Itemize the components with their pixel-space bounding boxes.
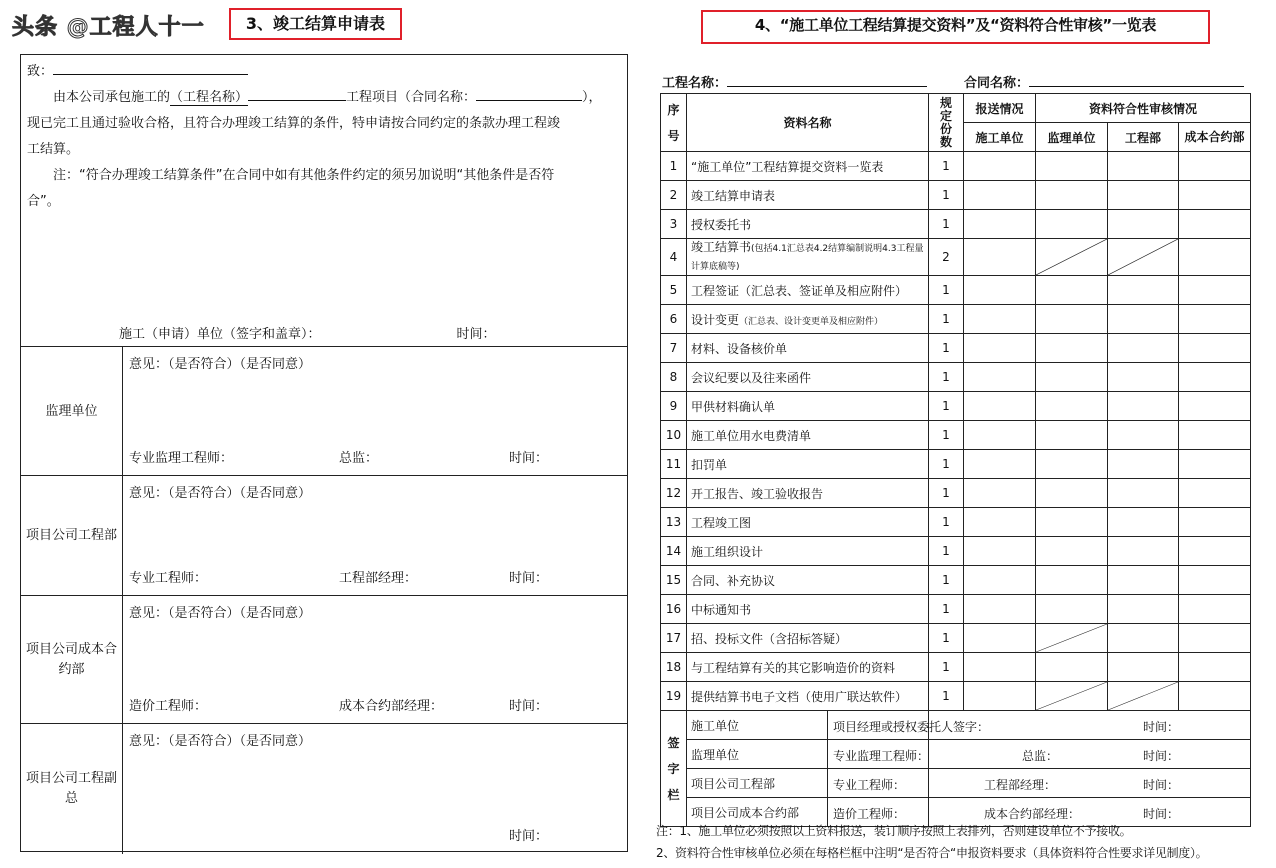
cell-review[interactable]	[1179, 239, 1251, 276]
item-name: 与工程结算有关的其它影响造价的资料	[691, 660, 896, 675]
note-2: 2、资料符合性审核单位必须在每格栏框中注明“是否符合“申报资料要求（具体资料符合性要求详见制度）。	[656, 846, 1208, 860]
signer-1[interactable]: 专业监理工程师：	[129, 451, 234, 466]
item-name: 会议纪要以及往来函件	[691, 370, 812, 385]
cell-contractor[interactable]	[964, 392, 1036, 421]
cell-contractor[interactable]	[964, 537, 1036, 566]
row-seq: 5	[661, 276, 687, 305]
row-seq: 8	[661, 363, 687, 392]
header-seq: 序号	[661, 94, 687, 152]
cell-review[interactable]	[1108, 239, 1179, 276]
table-row	[661, 566, 1251, 595]
sign-time: 时间：	[1143, 807, 1180, 821]
row-seq: 18	[661, 653, 687, 682]
row-name	[687, 682, 929, 711]
table-row	[661, 392, 1251, 421]
applicant-label: 施工（申请）单位（签字和盖章）：	[119, 327, 321, 342]
cell-review[interactable]	[1108, 566, 1179, 595]
cell-review[interactable]	[1036, 682, 1108, 711]
row-name	[687, 152, 929, 181]
row-name	[687, 305, 929, 334]
time-label: 时间：	[456, 327, 496, 342]
diagonal-strike	[1036, 682, 1107, 710]
header-supervisor: 监理单位	[1036, 123, 1108, 152]
sign-field[interactable]	[833, 711, 1251, 740]
row-seq: 9	[661, 392, 687, 421]
signer-2[interactable]: 工程部经理：	[339, 571, 418, 586]
row-count: 1	[929, 450, 964, 479]
item-name: “施工单位”工程结算提交资料一览表	[691, 159, 884, 174]
sign-section-label: 签字栏	[661, 711, 687, 827]
cell-review[interactable]	[1108, 152, 1179, 181]
cell-review[interactable]	[1108, 210, 1179, 239]
item-name: 开工报告、竣工验收报告	[691, 486, 824, 501]
row-seq: 19	[661, 682, 687, 711]
cell-review[interactable]	[1179, 392, 1251, 421]
row-count: 1	[929, 210, 964, 239]
signer-label-2: 工程部经理：	[984, 778, 1057, 792]
signer-label: 专业监理工程师：	[833, 749, 930, 763]
contract-name-field[interactable]	[964, 72, 1244, 91]
table-row	[661, 276, 1251, 305]
signer-label: 项目经理或授权委托人签字：	[833, 720, 990, 734]
sign-field[interactable]	[833, 740, 1251, 769]
header-submit: 报送情况	[964, 94, 1036, 123]
project-name-field[interactable]	[662, 72, 927, 91]
cell-contractor[interactable]	[964, 450, 1036, 479]
row-seq: 2	[661, 181, 687, 210]
table-row	[661, 682, 1251, 711]
cell-contractor[interactable]	[964, 682, 1036, 711]
sign-row	[661, 711, 1251, 740]
item-name: 甲供材料确认单	[691, 399, 776, 414]
cell-review[interactable]	[1108, 305, 1179, 334]
table-row	[661, 363, 1251, 392]
sign-time: 时间：	[1143, 778, 1180, 792]
table-row	[661, 421, 1251, 450]
cell-review[interactable]	[1179, 210, 1251, 239]
cell-contractor[interactable]	[964, 421, 1036, 450]
row-count: 1	[929, 537, 964, 566]
review-section	[21, 475, 627, 596]
cell-contractor[interactable]	[964, 181, 1036, 210]
item-name: 招、投标文件（含招标答疑）	[691, 631, 848, 646]
row-name	[687, 653, 929, 682]
para-text: 工结算。	[27, 142, 80, 157]
table-row	[661, 152, 1251, 181]
table-row	[661, 624, 1251, 653]
row-name	[687, 537, 929, 566]
note-text: 合”。	[27, 194, 60, 209]
row-seq: 17	[661, 624, 687, 653]
row-name	[687, 595, 929, 624]
row-name	[687, 421, 929, 450]
review-section	[21, 595, 627, 724]
row-seq: 6	[661, 305, 687, 334]
cell-review[interactable]	[1108, 624, 1179, 653]
table-row	[661, 334, 1251, 363]
opinion-field[interactable]: 意见：（是否符合）（是否同意）	[129, 486, 312, 501]
cell-contractor[interactable]	[964, 363, 1036, 392]
row-name	[687, 276, 929, 305]
cell-review[interactable]	[1036, 239, 1108, 276]
cell-review[interactable]	[1179, 624, 1251, 653]
cell-review[interactable]	[1036, 181, 1108, 210]
row-seq: 15	[661, 566, 687, 595]
watermark: 头条 @工程人十一	[12, 15, 205, 40]
cell-review[interactable]	[1108, 363, 1179, 392]
row-count: 1	[929, 479, 964, 508]
item-name: 材料、设备核价单	[691, 341, 788, 356]
row-name	[687, 479, 929, 508]
signer-2[interactable]: 总监：	[339, 451, 379, 466]
project-name-field[interactable]: （工程名称）	[170, 90, 249, 105]
cell-review[interactable]	[1179, 276, 1251, 305]
review-section	[21, 346, 627, 476]
cell-contractor[interactable]	[964, 276, 1036, 305]
row-count: 1	[929, 363, 964, 392]
cell-contractor[interactable]	[964, 479, 1036, 508]
cell-review[interactable]	[1036, 276, 1108, 305]
row-count: 1	[929, 682, 964, 711]
contract-name-label: 合同名称：	[964, 76, 1030, 91]
submission-checklist-table	[660, 93, 1251, 827]
item-name: 施工组织设计	[691, 544, 764, 559]
cell-review[interactable]	[1036, 363, 1108, 392]
table-row	[661, 450, 1251, 479]
item-name: 授权委托书	[691, 217, 752, 232]
sign-unit: 监理单位	[687, 740, 929, 769]
completion-settlement-application-form	[20, 54, 628, 852]
cell-contractor[interactable]	[964, 595, 1036, 624]
row-seq: 11	[661, 450, 687, 479]
row-seq: 4	[661, 239, 687, 276]
row-name	[687, 508, 929, 537]
row-name	[687, 334, 929, 363]
contract-name-field[interactable]	[476, 86, 582, 101]
row-count: 1	[929, 566, 964, 595]
row-name	[687, 566, 929, 595]
row-seq: 14	[661, 537, 687, 566]
diagonal-strike	[1108, 682, 1178, 710]
cell-review[interactable]	[1179, 682, 1251, 711]
sign-time: 时间：	[1143, 749, 1180, 763]
table-row	[661, 595, 1251, 624]
cell-review[interactable]	[1036, 210, 1108, 239]
header-costdept: 成本合约部	[1179, 123, 1251, 152]
row-count: 1	[929, 181, 964, 210]
row-count: 2	[929, 239, 964, 276]
signer-2[interactable]: 成本合约部经理：	[339, 699, 444, 714]
cell-review[interactable]	[1179, 305, 1251, 334]
signer-1[interactable]: 造价工程师：	[129, 699, 208, 714]
signer-label-2: 总监：	[1022, 749, 1059, 763]
cell-review[interactable]	[1036, 624, 1108, 653]
para-text: ），	[582, 90, 602, 105]
item-name: 竣工结算书	[691, 240, 752, 254]
cell-contractor[interactable]	[964, 566, 1036, 595]
row-seq: 7	[661, 334, 687, 363]
table-row	[661, 508, 1251, 537]
header-review: 资料符合性审核情况	[1036, 94, 1251, 123]
cell-review[interactable]	[1179, 181, 1251, 210]
table-row	[661, 653, 1251, 682]
cell-review[interactable]	[1036, 152, 1108, 181]
row-seq: 3	[661, 210, 687, 239]
row-seq: 10	[661, 421, 687, 450]
row-name	[687, 239, 929, 276]
cell-review[interactable]	[1036, 566, 1108, 595]
applicant-signature-line	[119, 322, 621, 348]
cell-contractor[interactable]	[964, 624, 1036, 653]
row-seq: 16	[661, 595, 687, 624]
cell-review[interactable]	[1179, 566, 1251, 595]
item-name: 中标通知书	[691, 602, 752, 617]
para-text: 由本公司承包施工的	[53, 90, 171, 105]
row-seq: 13	[661, 508, 687, 537]
row-count: 1	[929, 595, 964, 624]
cell-review[interactable]	[1108, 421, 1179, 450]
diagonal-strike	[1108, 239, 1178, 275]
header-contractor: 施工单位	[964, 123, 1036, 152]
cell-review[interactable]	[1179, 479, 1251, 508]
cell-review[interactable]	[1036, 450, 1108, 479]
section-time[interactable]: 时间：	[509, 571, 549, 586]
sign-unit: 施工单位	[687, 711, 929, 740]
item-name: 提供结算书电子文档（使用广联达软件）	[691, 689, 908, 704]
section-time[interactable]: 时间：	[509, 829, 549, 844]
cell-contractor[interactable]	[964, 239, 1036, 276]
cell-review[interactable]	[1108, 450, 1179, 479]
cell-review[interactable]	[1108, 682, 1179, 711]
row-name	[687, 210, 929, 239]
project-name-blank[interactable]	[248, 86, 346, 101]
section-time[interactable]: 时间：	[509, 699, 549, 714]
row-count: 1	[929, 305, 964, 334]
section-label: 项目公司工程副总	[21, 724, 123, 854]
note-text: 注：“符合办理竣工结算条件”在合同中如有其他条件约定的须另加说明“其他条件是否符	[53, 168, 555, 183]
row-count: 1	[929, 653, 964, 682]
cell-review[interactable]	[1108, 334, 1179, 363]
diagonal-strike	[1036, 239, 1107, 275]
sign-field[interactable]	[833, 769, 1251, 798]
cell-contractor[interactable]	[964, 305, 1036, 334]
cell-review[interactable]	[1179, 363, 1251, 392]
cell-review[interactable]	[1108, 508, 1179, 537]
project-name-label: 工程名称：	[662, 76, 728, 91]
cell-review[interactable]	[1179, 334, 1251, 363]
item-name: 竣工结算申请表	[691, 188, 776, 203]
cell-review[interactable]	[1108, 276, 1179, 305]
header-engdept: 工程部	[1108, 123, 1179, 152]
row-count: 1	[929, 624, 964, 653]
item-name: 工程竣工图	[691, 515, 752, 530]
cell-review[interactable]	[1036, 653, 1108, 682]
to-label: 致：	[27, 64, 54, 79]
opinion-field[interactable]: 意见：（是否符合）（是否同意）	[129, 357, 312, 372]
section-label: 项目公司工程部	[21, 476, 123, 596]
row-name	[687, 363, 929, 392]
signer-label: 专业工程师：	[833, 778, 906, 792]
cell-review[interactable]	[1179, 508, 1251, 537]
table-row	[661, 305, 1251, 334]
cell-review[interactable]	[1036, 421, 1108, 450]
row-name	[687, 392, 929, 421]
left-form-title: 3、竣工结算申请表	[229, 8, 402, 40]
section-label: 项目公司成本合约部	[21, 596, 123, 724]
row-name	[687, 181, 929, 210]
sign-time: 时间：	[1143, 720, 1180, 734]
item-name: 扣罚单	[691, 457, 728, 472]
cell-review[interactable]	[1179, 450, 1251, 479]
review-section	[21, 723, 627, 854]
cell-review[interactable]	[1108, 392, 1179, 421]
cell-review[interactable]	[1179, 421, 1251, 450]
item-name: 设计变更	[691, 312, 740, 327]
cell-review[interactable]	[1179, 152, 1251, 181]
signer-label-2: 成本合约部经理：	[984, 807, 1081, 821]
cell-review[interactable]	[1036, 508, 1108, 537]
item-name: 施工单位用水电费清单	[691, 428, 812, 443]
cell-review[interactable]	[1108, 653, 1179, 682]
sign-unit: 项目公司成本合约部	[687, 798, 929, 827]
item-note: （汇总表、设计变更单及相应附件）	[739, 316, 884, 327]
sign-unit: 项目公司工程部	[687, 769, 929, 798]
right-form-title: 4、“施工单位工程结算提交资料”及“资料符合性审核”一览表	[701, 10, 1210, 44]
signer-1[interactable]: 专业工程师：	[129, 571, 208, 586]
table-row	[661, 479, 1251, 508]
cell-contractor[interactable]	[964, 653, 1036, 682]
section-time[interactable]: 时间：	[509, 451, 549, 466]
cell-review[interactable]	[1036, 392, 1108, 421]
cell-review[interactable]	[1108, 181, 1179, 210]
row-count: 1	[929, 392, 964, 421]
item-name: 工程签证（汇总表、签证单及相应附件）	[691, 283, 908, 298]
opinion-field[interactable]: 意见：（是否符合）（是否同意）	[129, 606, 312, 621]
cell-review[interactable]	[1179, 537, 1251, 566]
cell-review[interactable]	[1108, 595, 1179, 624]
cell-review[interactable]	[1108, 479, 1179, 508]
sign-row	[661, 740, 1251, 769]
cell-review[interactable]	[1036, 479, 1108, 508]
row-name	[687, 624, 929, 653]
cell-review[interactable]	[1036, 595, 1108, 624]
table-row	[661, 537, 1251, 566]
row-count: 1	[929, 152, 964, 181]
row-count: 1	[929, 334, 964, 363]
table-notes	[656, 820, 1207, 864]
diagonal-strike	[1036, 624, 1107, 652]
cell-review[interactable]	[1108, 537, 1179, 566]
note-1: 注：1、施工单位必须按照以上资料报送，装订顺序按照上表排列，否则建设单位不予接收。	[656, 824, 1132, 838]
header-count: 规定份数	[929, 94, 964, 152]
item-note: (包括4.1汇总表4.2结算编制说明4.3工程量计算底稿等)	[691, 244, 924, 272]
sign-row	[661, 769, 1251, 798]
cell-review[interactable]	[1179, 595, 1251, 624]
para-text: 工程项目（合同名称：	[346, 90, 477, 105]
section-label: 监理单位	[21, 347, 123, 476]
application-paragraph	[27, 85, 621, 111]
cell-review[interactable]	[1036, 537, 1108, 566]
header-name: 资料名称	[687, 94, 929, 152]
row-count: 1	[929, 508, 964, 537]
item-name: 合同、补充协议	[691, 573, 776, 588]
row-name	[687, 450, 929, 479]
cell-contractor[interactable]	[964, 508, 1036, 537]
row-seq: 12	[661, 479, 687, 508]
row-seq: 1	[661, 152, 687, 181]
cell-review[interactable]	[1036, 334, 1108, 363]
cell-contractor[interactable]	[964, 334, 1036, 363]
table-row	[661, 181, 1251, 210]
signer-label: 造价工程师：	[833, 807, 906, 821]
cell-contractor[interactable]	[964, 210, 1036, 239]
table-row	[661, 239, 1251, 276]
cell-review[interactable]	[1036, 305, 1108, 334]
row-count: 1	[929, 421, 964, 450]
addressee-line	[27, 59, 621, 85]
row-count: 1	[929, 276, 964, 305]
table-row	[661, 210, 1251, 239]
cell-review[interactable]	[1179, 653, 1251, 682]
addressee-field[interactable]	[53, 60, 248, 75]
cell-contractor[interactable]	[964, 152, 1036, 181]
para-text: 现已完工且通过验收合格，且符合办理竣工结算的条件，特申请按合同约定的条款办理工程竣	[27, 116, 561, 131]
opinion-field[interactable]: 意见：（是否符合）（是否同意）	[129, 734, 312, 749]
